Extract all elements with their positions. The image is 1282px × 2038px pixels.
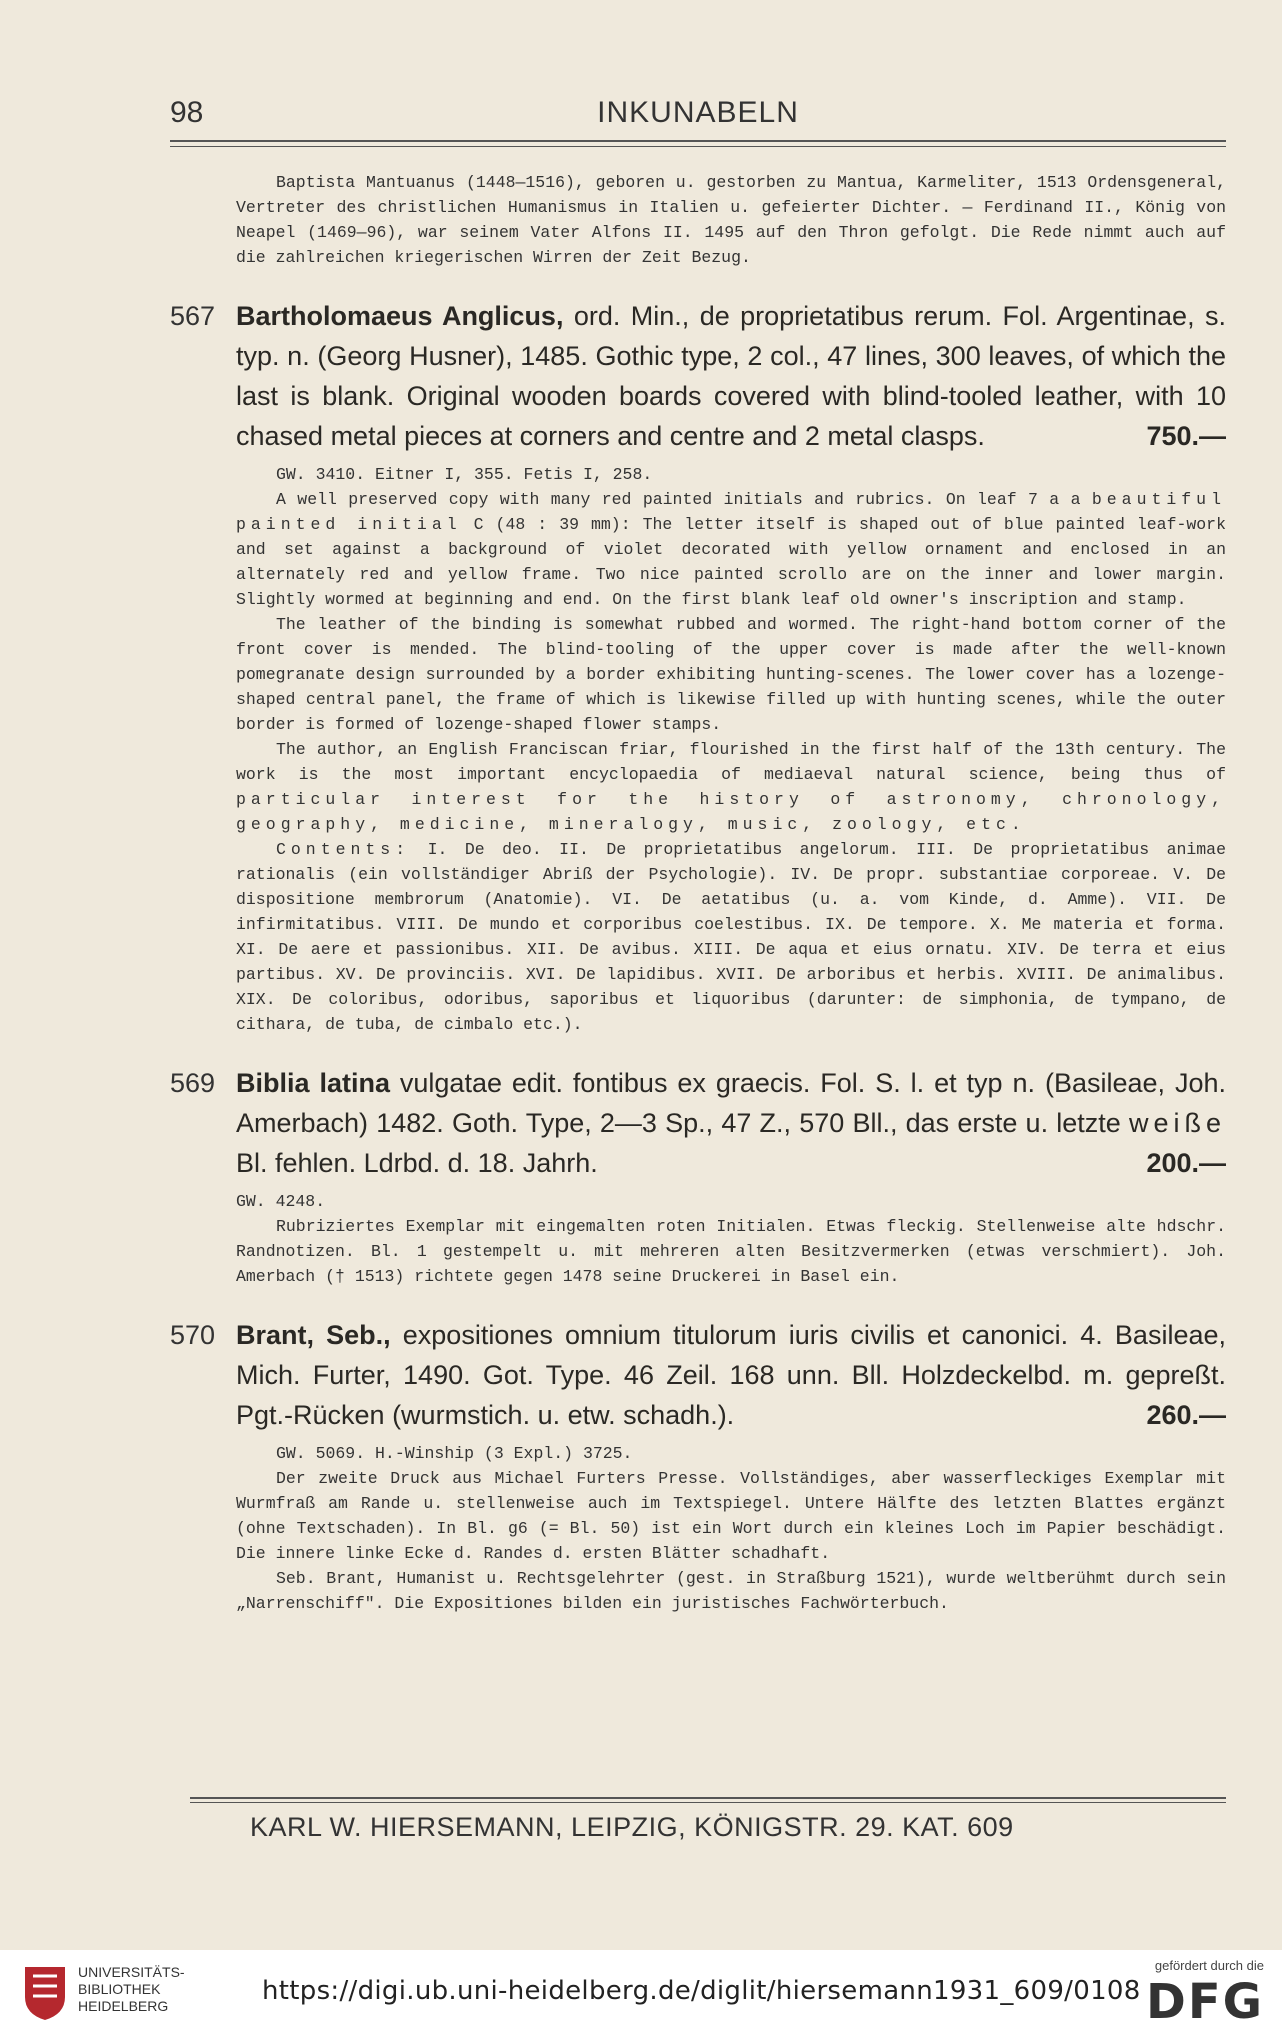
entry-refs: GW. 4248.	[236, 1192, 326, 1211]
header-rule-thin	[170, 146, 1226, 147]
entry-author: Bartholomaeus Anglicus,	[236, 301, 564, 331]
intro-note-text: Baptista Mantuanus (1448—1516), geboren u. gestorben zu Mantua, Karmeliter, 1513 Ordensgeneral, Vertreter des christlichen Humanismus in Italien u. gefeierter Dichter. — Ferdinand II., König von Neapel (1469—96), war seinem Vater Alfons II. 1495 auf den Thron gefolgt. Die Rede nimmt auch auf die zahlreichen kriegerischen Wirren der Zeit Bezug.	[236, 173, 1226, 267]
entry-note-paragraph: Rubriziertes Exemplar mit eingemalten roten Initialen. Etwas fleckig. Stellenweise alte hdschr. Randnotizen. Bl. 1 gestempelt u. mit mehreren alten Besitzvermerken (etwas verschmiert). Joh. Amerbach († 1513) richtete gegen 1478 seine Druckerei in Basel ein.	[236, 1217, 1226, 1286]
entry-price: 260.—	[1146, 1400, 1226, 1430]
library-name: UNIVERSITÄTS- BIBLIOTHEK HEIDELBERG	[78, 1964, 185, 2014]
entry-title-text: ord. Min., de proprietatibus rerum. Fol. Argentinae, s. typ. n. (Georg Husner), 1485. Gothic type, 2 col., 47 lines, 300 leaves, of which the last is blank. Original wooden boards covered with blind-tooled leather, with 10 chased metal pieces at corners and centre and 2 metal clasps.	[236, 301, 1226, 451]
entry-number: 570	[170, 1320, 216, 1350]
entry-note-paragraph: Der zweite Druck aus Michael Furters Presse. Vollständiges, aber wasserfleckiges Exemplar mit Wurmfraß am Rande u. stellenweise auch im Textspiegel. Untere Hälfte des letzten Blattes ergänzt (ohne Textschaden). In Bl. g6 (= Bl. 50) ist ein Wort durch ein kleines Loch im Papier beschädigt. Die innere linke Ecke d. Randes d. ersten Blätter schadhaft.	[236, 1469, 1226, 1563]
entry-description: Biblia latina vulgatae edit. fontibus ex graecis. Fol. S. l. et typ n. (Basileae, Joh. Amerbach) 1482. Goth. Type, 2—3 Sp., 47 Z., 570 Bll., das erste u. letzte weiße Bl. fehlen. Ldrbd. d. 18. Jahrh. 200.—	[236, 1063, 1226, 1183]
entry-author: Brant, Seb.,	[236, 1320, 391, 1350]
header-rule	[170, 140, 1226, 142]
entry-refs: GW. 3410. Eitner I, 355. Fetis I, 258.	[276, 465, 653, 484]
entry-description	[236, 296, 1226, 456]
entry-price: 750.—	[1146, 421, 1226, 451]
entry-note-paragraph: The leather of the binding is somewhat rubbed and wormed. The right-hand bottom corner of the front cover is mended. The blind-tooling of the upper cover is made after the well-known pomegranate design surrounded by a border exhibiting hunting-scenes. The lower cover has a lozenge-shaped central panel, the frame of which is likewise filled up with hunting scenes, while the outer border is formed of lozenge-shaped flower stamps.	[236, 615, 1226, 734]
intro-note	[236, 170, 1226, 270]
page-header	[170, 96, 1226, 140]
footer-rule	[190, 1797, 1226, 1799]
entry-notes	[236, 1189, 1226, 1289]
page-number: 98	[170, 96, 204, 129]
publisher-footer: KARL W. HIERSEMANN, LEIPZIG, KÖNIGSTR. 29. KAT. 609	[250, 1812, 1014, 1842]
entry-number: 567	[170, 301, 216, 331]
entry-author: Biblia latina	[236, 1068, 390, 1098]
entry-price: 200.—	[1146, 1148, 1226, 1178]
page-content	[170, 170, 1226, 1616]
footer-rule-thin	[190, 1802, 1226, 1803]
entry-note-paragraph: Contents: I. De deo. II. De proprietatibus angelorum. III. De proprietatibus animae rationalis (ein vollständiger Abriß der Psychologie). IV. De propr. substantiae corporeae. V. De dispositione membrorum (Anatomie). VI. De aetatibus (u. a. vom Kinde, d. Amme). VII. De infirmitatibus. VIII. De mundo et corporibus coelestibus. IX. De tempore. X. Me materia et forma. XI. De aere et passionibus. XII. De avibus. XIII. De aqua et eius ornatu. XIV. De terra et eius partibus. XV. De provinciis. XVI. De lapidibus. XVII. De arboribus et herbis. XVIII. De animalibus. XIX. De coloribus, odoribus, saporibus et liquoribus (darunter: de simphonia, de tympano, de cithara, de tuba, de cimbalo etc.).	[236, 840, 1226, 1034]
university-seal-icon	[20, 1962, 70, 2022]
entry-note-paragraph: The author, an English Franciscan friar, flourished in the first half of the 13th century. The work is the most important encyclopaedia of mediaeval natural science, being thus of particular interest for the history of astronomy, chronology, geography, medicine, mineralogy, music, zoology, etc.	[236, 740, 1226, 834]
sponsor-caption: gefördert durch die	[1154, 1958, 1264, 1973]
catalog-entry-569	[170, 1063, 1226, 1289]
catalog-entry-570	[170, 1315, 1226, 1616]
digitization-bar	[0, 1950, 1282, 2038]
entry-title-text: expositiones omnium titulorum iuris civilis et canonici. 4. Basileae, Mich. Furter, 1490. Got. Type. 46 Zeil. 168 unn. Bll. Holzdeckelbd. m. gepreßt. Pgt.-Rücken (wurmstich. u. etw. schadh.).	[236, 1320, 1226, 1430]
entry-refs: GW. 5069. H.-Winship (3 Expl.) 3725.	[276, 1444, 633, 1463]
catalog-entry-567	[170, 296, 1226, 1037]
entry-notes	[236, 462, 1226, 1037]
permalink-url[interactable]: https://digi.ub.uni-heidelberg.de/diglit/hiersemann1931_609/0108	[262, 1976, 1141, 2006]
entry-number: 569	[170, 1068, 216, 1098]
entry-note-paragraph: Seb. Brant, Humanist u. Rechtsgelehrter (gest. in Straßburg 1521), wurde weltberühmt durch sein „Narrenschiff". Die Expositiones bilden ein juristisches Fachwörterbuch.	[236, 1569, 1226, 1613]
entry-description	[236, 1315, 1226, 1435]
running-title: INKUNABELN	[597, 96, 799, 129]
entry-notes	[236, 1441, 1226, 1616]
dfg-logo: DFG	[1145, 1974, 1264, 2030]
entry-note-paragraph: A well preserved copy with many red painted initials and rubrics. On leaf 7 a a beautiful painted initial C (48 : 39 mm): The letter itself is shaped out of blue painted leaf-work and set against a background of violet decorated with yellow ornament and enclosed in an alternately red and yellow frame. Two nice painted scrollo are on the inner and lower margin. Slightly wormed at beginning and end. On the first blank leaf old owner's inscription and stamp.	[236, 490, 1226, 609]
